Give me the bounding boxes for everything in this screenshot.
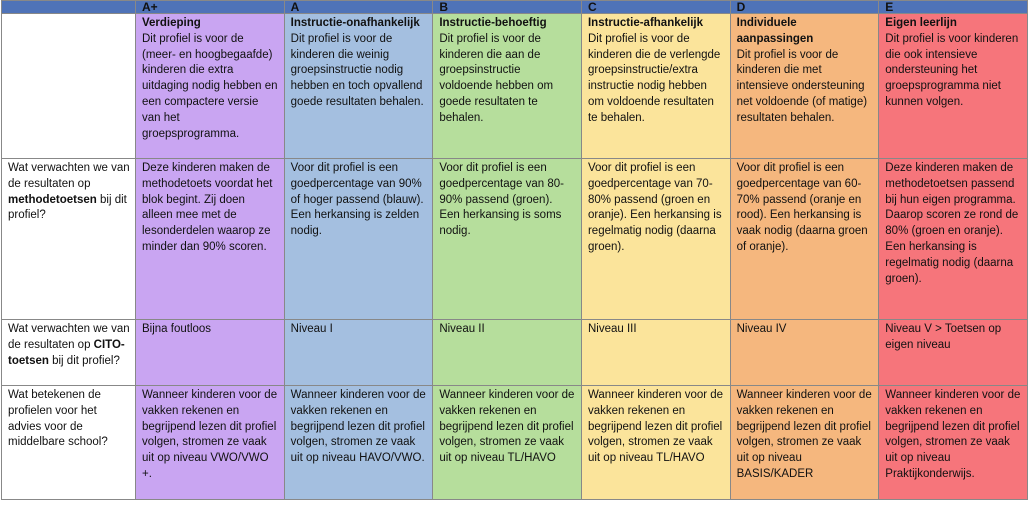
methodetoetsen-cell-b: Voor dit profiel is een goedpercentage van 80-90% passend (groen). Een herkansing is soms nodig. [433,159,582,320]
header-b: B [433,1,582,14]
profile-description-d: Dit profiel is voor de kinderen die met intensieve ondersteuning net voldoende (of matige) resultaten behalen. [736,48,868,124]
cito-row [2,320,1028,386]
header-corner [2,1,136,14]
question-text: Wat verwachten we van de resultaten op [8,323,130,351]
cito-cell-c: Niveau III [581,320,730,386]
methodetoetsen-cell-aplus: Deze kinderen maken de methodetoets voordat het blok begint. Zij doen alleen mee met de lesonderdelen waarop ze minder dan 90% scoren. [136,159,285,320]
description-cell-e [879,14,1028,159]
description-cell-aplus [136,14,285,159]
question-text-end: bij dit profiel? [48,354,120,367]
advies-cell-e: Wanneer kinderen voor de vakken rekenen en begrijpend lezen dit profiel volgen, stromen ze vaak uit op niveau Praktijkonderwijs. [879,386,1028,500]
question-text: Wat verwachten we van de resultaten op [8,162,130,190]
profile-title-b: Instructie-behoeftig [439,17,547,29]
header-c: C [581,1,730,14]
profile-description-a: Dit profiel is voor de kinderen die weinig groepsinstructie nodig hebben en toch opvallend goede resultaten behalen. [290,32,424,108]
header-a: A [284,1,433,14]
cito-cell-e: Niveau V > Toetsen op eigen niveau [879,320,1028,386]
description-cell-c [581,14,730,159]
cito-cell-aplus: Bijna foutloos [136,320,285,386]
profiles-table [1,0,1028,500]
header-e: E [879,1,1028,14]
advies-row [2,386,1028,500]
header-aplus: A+ [136,1,285,14]
question-keyword: CITO-toetsen [8,338,125,367]
profile-title-e: Eigen leerlijn [885,17,957,29]
description-row [2,14,1028,159]
advies-cell-b: Wanneer kinderen voor de vakken rekenen en begrijpend lezen dit profiel volgen, stromen ze vaak uit op niveau TL/HAVO [433,386,582,500]
advies-cell-c: Wanneer kinderen voor de vakken rekenen en begrijpend lezen dit profiel volgen, stromen ze vaak uit op niveau TL/HAVO [581,386,730,500]
description-cell-d [730,14,879,159]
description-cell-b [433,14,582,159]
profile-description-c: Dit profiel is voor de kinderen die de verlengde groepsinstructie/extra instructie nodig hebben om voldoende resultaten te behalen. [587,32,721,124]
advies-cell-a: Wanneer kinderen voor de vakken rekenen en begrijpend lezen dit profiel volgen, stromen ze vaak uit op niveau HAVO/VWO. [284,386,433,500]
cito-cell-a: Niveau I [284,320,433,386]
question-text-end: bij dit profiel? [8,193,127,222]
advies-cell-aplus: Wanneer kinderen voor de vakken rekenen en begrijpend lezen dit profiel volgen, stromen ze vaak uit op niveau VWO/VWO +. [136,386,285,500]
cito-cell-d: Niveau IV [730,320,879,386]
methodetoetsen-question [2,159,136,320]
methodetoetsen-cell-e: Deze kinderen maken de methodetoetsen passend bij hun eigen programma. Daarop scoren ze rond de 80% (groen en oranje). Een herkansing is regelmatig nodig (daarna groen). [879,159,1028,320]
cito-cell-b: Niveau II [433,320,582,386]
profile-description-b: Dit profiel is voor de kinderen die aan de groepsinstructie voldoende hebben om goede resultaten te behalen. [439,32,554,124]
advies-cell-d: Wanneer kinderen voor de vakken rekenen en begrijpend lezen dit profiel volgen, stromen ze vaak uit op niveau BASIS/KADER [730,386,879,500]
profile-title-a: Instructie-onafhankelijk [290,17,420,29]
profile-title-c: Instructie-afhankelijk [587,17,704,29]
methodetoetsen-row [2,159,1028,320]
profile-description-aplus: Dit profiel is voor de (meer- en hoogbegaafde) kinderen die extra uitdaging nodig hebben en een compactere versie van het groepsprogramma. [142,32,278,140]
profile-description-e: Dit profiel is voor kinderen die ook intensieve ondersteuning het groepsprogramma niet kunnen volgen. [885,32,1019,108]
header-d: D [730,1,879,14]
header-row [2,1,1028,14]
advies-question: Wat betekenen de profielen voor het advies voor de middelbare school? [2,386,136,500]
methodetoetsen-cell-a: Voor dit profiel is een goedpercentage van 90% of hoger passend (blauw). Een herkansing is zelden nodig. [284,159,433,320]
profile-title-aplus: Verdieping [142,17,201,29]
description-cell-a [284,14,433,159]
cito-question [2,320,136,386]
methodetoetsen-cell-c: Voor dit profiel is een goedpercentage van 70-80% passend (groen en oranje). Een herkansing is regelmatig nodig (daarna groen). [581,159,730,320]
methodetoetsen-cell-d: Voor dit profiel is een goedpercentage van 60-70% passend (oranje en rood). Een herkansing is vaak nodig (daarna groen of oranje). [730,159,879,320]
question-keyword: methodetoetsen [8,193,97,206]
profile-title-d: Individuele aanpassingen [736,17,814,45]
description-row-label [2,14,136,159]
